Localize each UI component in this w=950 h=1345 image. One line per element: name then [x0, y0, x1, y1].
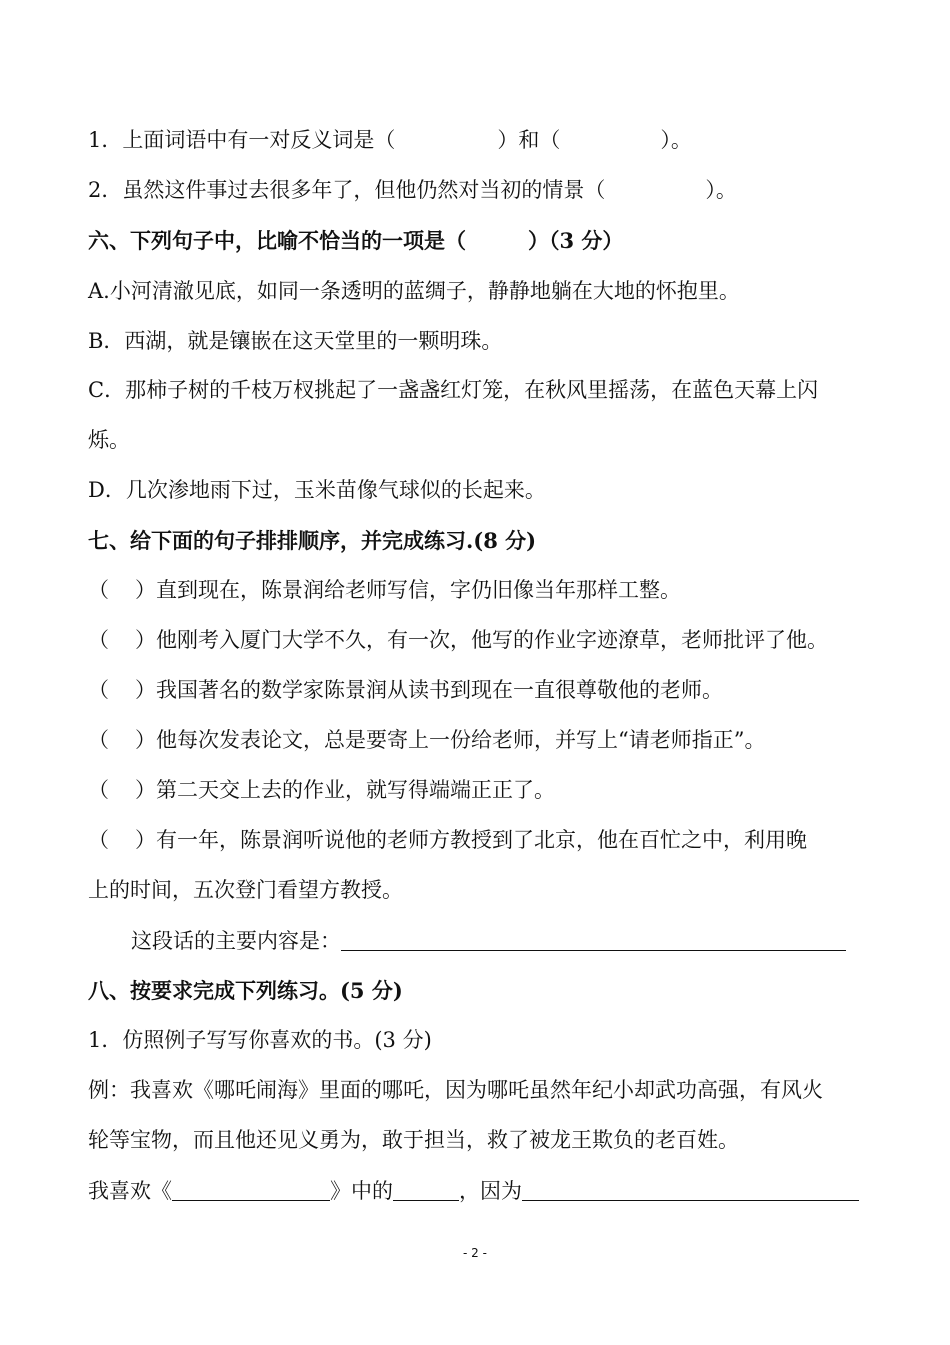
q8-reason-line[interactable] — [522, 1180, 859, 1201]
q6-heading-pre: 六、下列句子中，比喻不恰当的一项是（ — [88, 228, 466, 253]
q7-sentence-6 — [88, 830, 807, 851]
q6-heading-post: ）（3 分） — [528, 228, 624, 253]
q5-item-1-mid: ）和（ — [497, 128, 561, 152]
q7-bracket-open: （ — [88, 628, 109, 652]
q8-item-1: 1．仿照例子写写你喜欢的书。(3 分) — [88, 1028, 432, 1052]
q5-item-1-pre: 1．上面词语中有一对反义词是（ — [88, 128, 396, 152]
q5-item-2-pre: 2．虽然这件事过去很多年了，但他仍然对当初的情景（ — [88, 178, 606, 202]
q7-bracket-close: ） — [135, 728, 156, 752]
q7-sentence-4 — [88, 730, 765, 751]
q7-bracket-open: （ — [88, 678, 109, 702]
q7-sentence-text: 他刚考入厦门大学不久，有一次，他写的作业字迹潦草，老师批评了他。 — [156, 628, 828, 652]
q8-book-title-line[interactable] — [172, 1180, 330, 1201]
page-number: - 2 - — [463, 1246, 487, 1260]
q8-answer-mid-1: 》中的 — [330, 1179, 393, 1203]
q8-answer-mid-2: ，因为 — [459, 1179, 522, 1203]
q6-option-c-line-2: 烁。 — [88, 428, 130, 452]
q8-example-line-1: 例：我喜欢《哪吒闹海》里面的哪吒，因为哪吒虽然年纪小却武功高强，有风火 — [88, 1078, 823, 1102]
q8-answer-row — [88, 1180, 859, 1202]
q7-bracket-close: ） — [135, 628, 156, 652]
q7-sentence-text: 直到现在，陈景润给老师写信，字仍旧像当年那样工整。 — [156, 578, 681, 602]
q8-example-line-2: 轮等宝物，而且他还见义勇为，敢于担当，救了被龙王欺负的老百姓。 — [88, 1128, 739, 1152]
q7-bracket-close: ） — [135, 578, 156, 602]
q6-option-c-line-1: C．那柿子树的千枝万杈挑起了一盏盏红灯笼，在秋风里摇荡，在蓝色天幕上闪 — [88, 378, 819, 402]
q7-sentence-text: 第二天交上去的作业，就写得端端正正了。 — [156, 778, 555, 802]
q7-heading: 七、给下面的句子排排顺序，并完成练习.(8 分) — [88, 528, 537, 553]
q5-item-1 — [88, 130, 692, 151]
q7-sentence-text: 他每次发表论文，总是要寄上一份给老师，并写上“请老师指正”。 — [156, 728, 766, 752]
q8-character-line[interactable] — [393, 1180, 459, 1201]
q6-heading — [88, 230, 623, 251]
q7-bracket-open: （ — [88, 828, 109, 852]
q7-sentence-5 — [88, 780, 555, 801]
q7-sentence-2 — [88, 630, 828, 651]
q7-bracket-open: （ — [88, 778, 109, 802]
q7-sentence-6-line-2: 上的时间，五次登门看望方教授。 — [88, 878, 403, 902]
q7-bracket-close: ） — [135, 678, 156, 702]
q5-item-2-post: ）。 — [705, 178, 737, 202]
q7-bracket-close: ） — [135, 828, 156, 852]
q5-item-1-post: ）。 — [660, 128, 692, 152]
q7-sentence-3 — [88, 680, 723, 701]
q8-answer-pre: 我喜欢《 — [88, 1179, 172, 1203]
q5-item-2 — [88, 180, 737, 201]
q7-main-content-answer-line[interactable] — [341, 930, 846, 951]
q7-sentence-1 — [88, 580, 681, 601]
q6-option-b: B．西湖，就是镶嵌在这天堂里的一颗明珠。 — [88, 329, 503, 353]
q6-option-a: A.小河清澈见底，如同一条透明的蓝绸子，静静地躺在大地的怀抱里。 — [88, 279, 740, 303]
q7-sentence-text: 有一年，陈景润听说他的老师方教授到了北京，他在百忙之中，利用晚 — [156, 828, 807, 852]
q7-bracket-open: （ — [88, 728, 109, 752]
q7-main-content-label: 这段话的主要内容是： — [131, 929, 341, 953]
q8-heading: 八、按要求完成下列练习。(5 分) — [88, 978, 403, 1003]
q7-sentence-text: 我国著名的数学家陈景润从读书到现在一直很尊敬他的老师。 — [156, 678, 723, 702]
q7-bracket-open: （ — [88, 578, 109, 602]
q6-option-d: D．几次渗地雨下过，玉米苗像气球似的长起来。 — [88, 478, 546, 502]
q7-bracket-close: ） — [135, 778, 156, 802]
q7-main-content-row — [131, 930, 846, 952]
